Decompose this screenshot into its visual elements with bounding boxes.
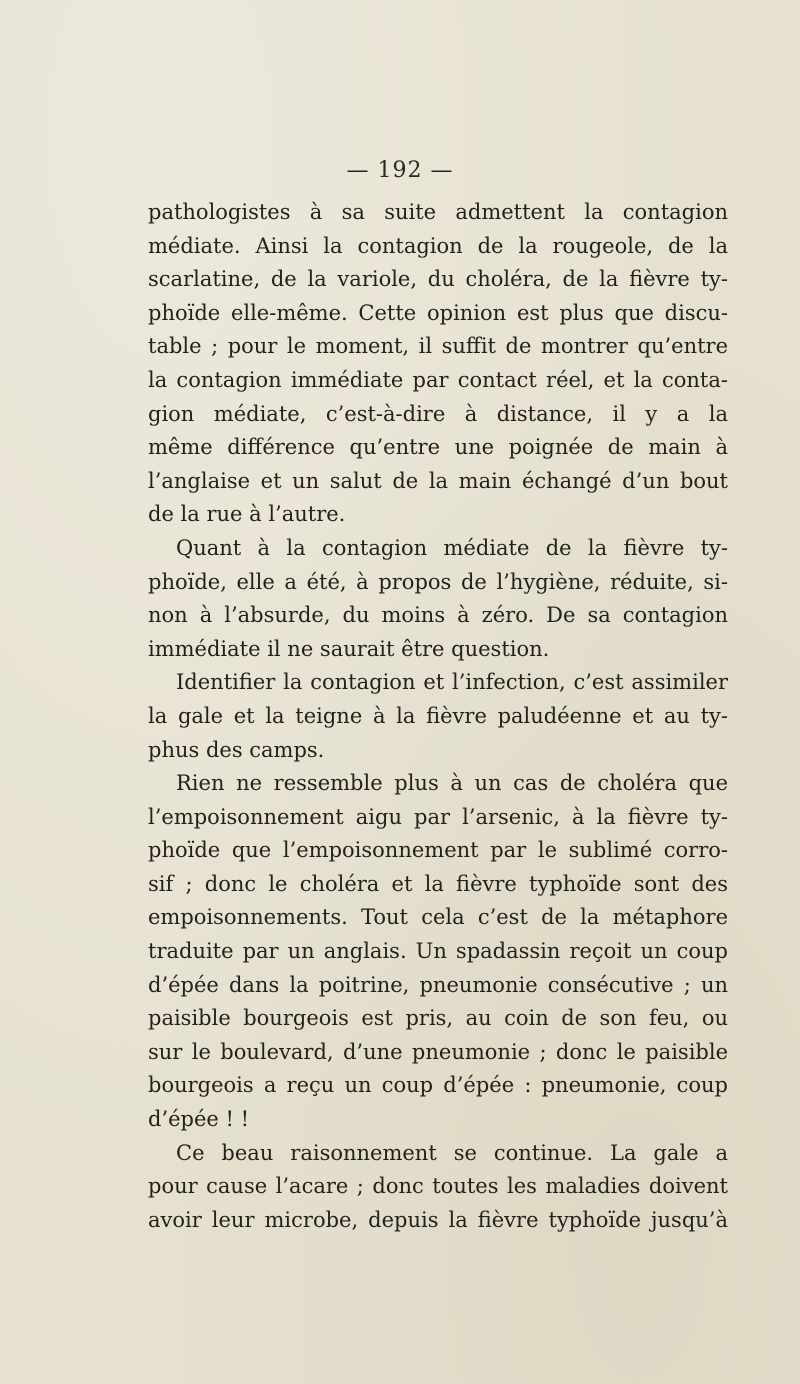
page-number: — 192 — [346, 158, 454, 183]
text-line: immédiate il ne saurait être question. [148, 636, 550, 661]
text-line: empoisonnements. Tout cela c’est de la métaphore [148, 905, 728, 930]
text-line: phus des camps. [148, 737, 325, 762]
text-line: gion médiate, c’est-à-dire à distance, il y a la [148, 401, 728, 426]
text-line: pathologistes à sa suite admettent la contagion [148, 200, 728, 224]
paragraph-1 [148, 196, 728, 532]
text-line: non à l’absurde, du moins à zéro. De sa contagion [148, 603, 728, 628]
text-line: Quant à la contagion médiate de la fièvre ty- [176, 535, 728, 560]
text-line: Rien ne ressemble plus à un cas de choléra que [176, 771, 728, 796]
text-line: sif ; donc le choléra et la fièvre typhoïde sont des [148, 871, 728, 896]
body-text [148, 196, 728, 1237]
paragraph-5 [148, 1137, 728, 1238]
paragraph-4 [148, 767, 728, 1137]
text-line: Identifier la contagion et l’infection, c’est assimiler [176, 670, 728, 695]
text-line: sur le boulevard, d’une pneumonie ; donc le paisible [148, 1039, 728, 1064]
text-line: phoïde, elle a été, à propos de l’hygiène, réduite, si- [148, 569, 728, 594]
text-line: la contagion immédiate par contact réel, et la conta- [148, 367, 728, 392]
text-line: médiate. Ainsi la contagion de la rougeole, de la [148, 233, 728, 258]
text-line: l’empoisonnement aigu par l’arsenic, à la fièvre ty- [148, 804, 728, 829]
paragraph-2 [148, 532, 728, 666]
paragraph-3 [148, 666, 728, 767]
text-line: Ce beau raisonnement se continue. La gale a [176, 1140, 728, 1165]
text-line: paisible bourgeois est pris, au coin de son feu, ou [148, 1006, 728, 1031]
text-line: phoïde elle-même. Cette opinion est plus que discu- [148, 300, 728, 325]
text-line: de la rue à l’autre. [148, 502, 346, 527]
text-line: l’anglaise et un salut de la main échangé d’un bout [148, 468, 728, 493]
text-line: pour cause l’acare ; donc toutes les maladies doivent [148, 1174, 728, 1199]
text-line: phoïde que l’empoisonnement par le sublimé corro- [148, 838, 728, 863]
text-line: avoir leur microbe, depuis la fièvre typhoïde jusqu’à [148, 1207, 728, 1232]
text-line: table ; pour le moment, il suffit de montrer qu’entre [148, 334, 728, 359]
text-line: bourgeois a reçu un coup d’épée : pneumonie, coup [148, 1073, 728, 1098]
text-line: même différence qu’entre une poignée de main à [148, 435, 728, 460]
text-line: d’épée dans la poitrine, pneumonie consécutive ; un [148, 972, 728, 997]
text-line: scarlatine, de la variole, du choléra, de la fièvre ty- [148, 267, 728, 292]
text-line: traduite par un anglais. Un spadassin reçoit un coup [148, 939, 728, 964]
text-line: la gale et la teigne à la fièvre paludéenne et au ty- [148, 703, 728, 728]
text-line: d’épée ! ! [148, 1107, 250, 1132]
